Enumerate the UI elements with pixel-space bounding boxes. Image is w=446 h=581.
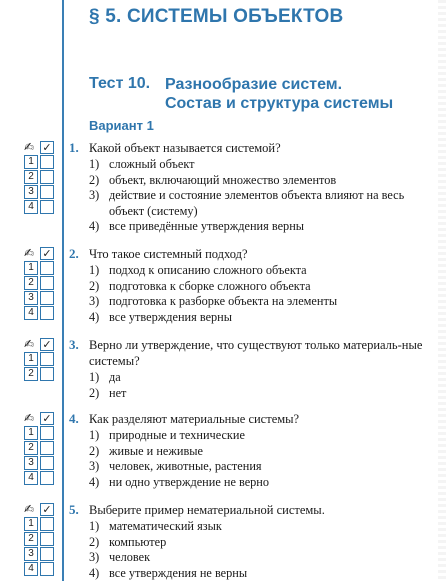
question-text: Как разделяют материальные системы? — [89, 412, 300, 426]
answer-text: подготовка к сборке сложного объекта — [109, 278, 311, 293]
option-number-box: 1 — [24, 426, 38, 440]
answer-checkbox[interactable] — [40, 517, 54, 531]
answer-text: ни одно утверждение не верно — [109, 474, 270, 489]
answer-header — [24, 247, 58, 261]
answer-checkbox[interactable] — [40, 306, 54, 320]
answer-checkbox[interactable] — [40, 367, 54, 381]
answer-text: да — [109, 370, 121, 384]
answer-option — [89, 428, 434, 444]
answer-text: человек — [109, 550, 151, 564]
test-number: Тест 10. — [89, 75, 151, 92]
margin-rule — [62, 0, 64, 581]
option-number-box: 4 — [24, 471, 38, 485]
option-number-box: 3 — [24, 547, 38, 561]
answer-list — [89, 519, 434, 581]
page-edge — [438, 0, 446, 581]
answer-boxes — [24, 141, 58, 215]
option-number-box: 1 — [24, 517, 38, 531]
answer-text: сложный объект — [109, 157, 195, 171]
answer-option — [89, 263, 434, 279]
answer-header — [24, 412, 58, 426]
answer-number: 2) — [89, 172, 100, 187]
answer-checkbox[interactable] — [40, 471, 54, 485]
answer-number: 1) — [89, 370, 100, 384]
answer-checkbox[interactable] — [40, 426, 54, 440]
question-text: Что такое системный подход? — [89, 247, 248, 261]
answer-list — [89, 157, 434, 235]
question-text: Какой объект называется системой? — [89, 141, 281, 155]
pen-icon: ✍ — [24, 140, 35, 154]
option-number-box: 2 — [24, 441, 38, 455]
question-text: Выберите пример нематериальной системы. — [89, 503, 325, 517]
answer-number: 1) — [89, 428, 100, 442]
answer-header — [24, 141, 58, 155]
pen-icon: ✍ — [24, 502, 35, 516]
question-text: Верно ли утверждение, что существуют только материаль-ные системы? — [89, 338, 423, 368]
check-icon: ✓ — [40, 247, 54, 260]
answer-number: 3) — [89, 294, 100, 308]
pen-icon: ✍ — [24, 337, 35, 351]
answer-option — [89, 157, 434, 173]
question-number: 5. — [69, 502, 79, 517]
answer-number: 4) — [89, 565, 100, 580]
test-title — [165, 75, 393, 113]
answer-text: объект, включающий множество элементов — [109, 172, 337, 187]
answer-number: 2) — [89, 534, 100, 549]
answer-number: 1) — [89, 263, 100, 277]
answer-option — [89, 219, 434, 235]
answer-number: 2) — [89, 278, 100, 293]
answer-option — [89, 535, 434, 551]
option-number-box: 1 — [24, 261, 38, 275]
answer-text: все утверждения не верны — [109, 565, 248, 580]
option-number-box: 2 — [24, 532, 38, 546]
answer-text: нет — [109, 385, 127, 400]
answer-header — [24, 503, 58, 517]
answer-checkbox[interactable] — [40, 185, 54, 199]
answer-option — [89, 475, 434, 491]
answer-number: 1) — [89, 519, 100, 533]
answer-number: 4) — [89, 309, 100, 324]
answer-text: подход к описанию сложного объекта — [109, 263, 307, 277]
option-number-box: 3 — [24, 291, 38, 305]
answer-option — [89, 519, 434, 535]
answer-checkbox[interactable] — [40, 532, 54, 546]
answer-option — [89, 294, 434, 310]
check-icon: ✓ — [40, 338, 54, 351]
pen-icon: ✍ — [24, 246, 35, 260]
answer-option — [89, 444, 434, 460]
answer-boxes — [24, 503, 58, 577]
check-icon: ✓ — [40, 503, 54, 516]
answer-checkbox[interactable] — [40, 441, 54, 455]
answer-checkbox[interactable] — [40, 170, 54, 184]
answer-number: 3) — [89, 550, 100, 564]
answer-checkbox[interactable] — [40, 200, 54, 214]
check-icon: ✓ — [40, 141, 54, 154]
answer-boxes — [24, 412, 58, 486]
answer-number: 2) — [89, 385, 100, 400]
pen-icon: ✍ — [24, 411, 35, 425]
option-number-box: 4 — [24, 200, 38, 214]
variant-label: Вариант 1 — [89, 118, 154, 133]
option-number-box: 3 — [24, 456, 38, 470]
answer-list — [89, 263, 434, 325]
answer-option — [89, 310, 434, 326]
answer-number: 3) — [89, 188, 100, 202]
answer-text: математический язык — [109, 519, 222, 533]
answer-text: компьютер — [109, 534, 167, 549]
answer-option — [89, 386, 434, 402]
test-title-line-1: Разнообразие систем. — [165, 76, 343, 93]
answer-text: человек, животные, растения — [109, 459, 262, 473]
answer-boxes — [24, 247, 58, 321]
answer-list — [89, 428, 434, 490]
answer-checkbox[interactable] — [40, 456, 54, 470]
answer-checkbox[interactable] — [40, 547, 54, 561]
answer-checkbox[interactable] — [40, 352, 54, 366]
answer-option — [89, 550, 434, 566]
question-number: 1. — [69, 140, 79, 155]
question-number: 2. — [69, 246, 79, 261]
answer-option — [89, 173, 434, 189]
answer-checkbox[interactable] — [40, 291, 54, 305]
answer-option — [89, 279, 434, 295]
section-title: § 5. СИСТЕМЫ ОБЪЕКТОВ — [89, 6, 344, 27]
answer-text: природные и технические — [109, 428, 245, 442]
option-number-box: 4 — [24, 562, 38, 576]
answer-checkbox[interactable] — [40, 261, 54, 275]
answer-text: все утверждения верны — [109, 309, 233, 324]
question-number: 3. — [69, 337, 79, 352]
answer-header — [24, 338, 58, 352]
answer-number: 2) — [89, 443, 100, 458]
answer-text: живые и неживые — [109, 443, 203, 458]
option-number-box: 2 — [24, 276, 38, 290]
answer-option — [89, 188, 434, 219]
question-number: 4. — [69, 411, 79, 426]
answer-option — [89, 370, 434, 386]
answer-checkbox[interactable] — [40, 562, 54, 576]
option-number-box: 4 — [24, 306, 38, 320]
test-title-line-2: Состав и структура системы — [165, 95, 394, 112]
answer-checkbox[interactable] — [40, 155, 54, 169]
answer-number: 1) — [89, 157, 100, 171]
option-number-box: 1 — [24, 155, 38, 169]
answer-checkbox[interactable] — [40, 276, 54, 290]
option-number-box: 3 — [24, 185, 38, 199]
option-number-box: 1 — [24, 352, 38, 366]
answer-text: все приведённые утверждения верны — [109, 219, 305, 233]
option-number-box: 2 — [24, 170, 38, 184]
option-number-box: 2 — [24, 367, 38, 381]
answer-number: 3) — [89, 459, 100, 473]
answer-text: действие и состояние элементов объекта влияют на весь объект (систему) — [109, 188, 405, 218]
answer-number: 4) — [89, 474, 100, 489]
answer-text: подготовка к разборке объекта на элементы — [109, 294, 338, 308]
answer-option — [89, 566, 434, 581]
check-icon: ✓ — [40, 412, 54, 425]
answer-boxes — [24, 338, 58, 382]
answer-list — [89, 370, 434, 401]
answer-number: 4) — [89, 219, 100, 233]
answer-option — [89, 459, 434, 475]
